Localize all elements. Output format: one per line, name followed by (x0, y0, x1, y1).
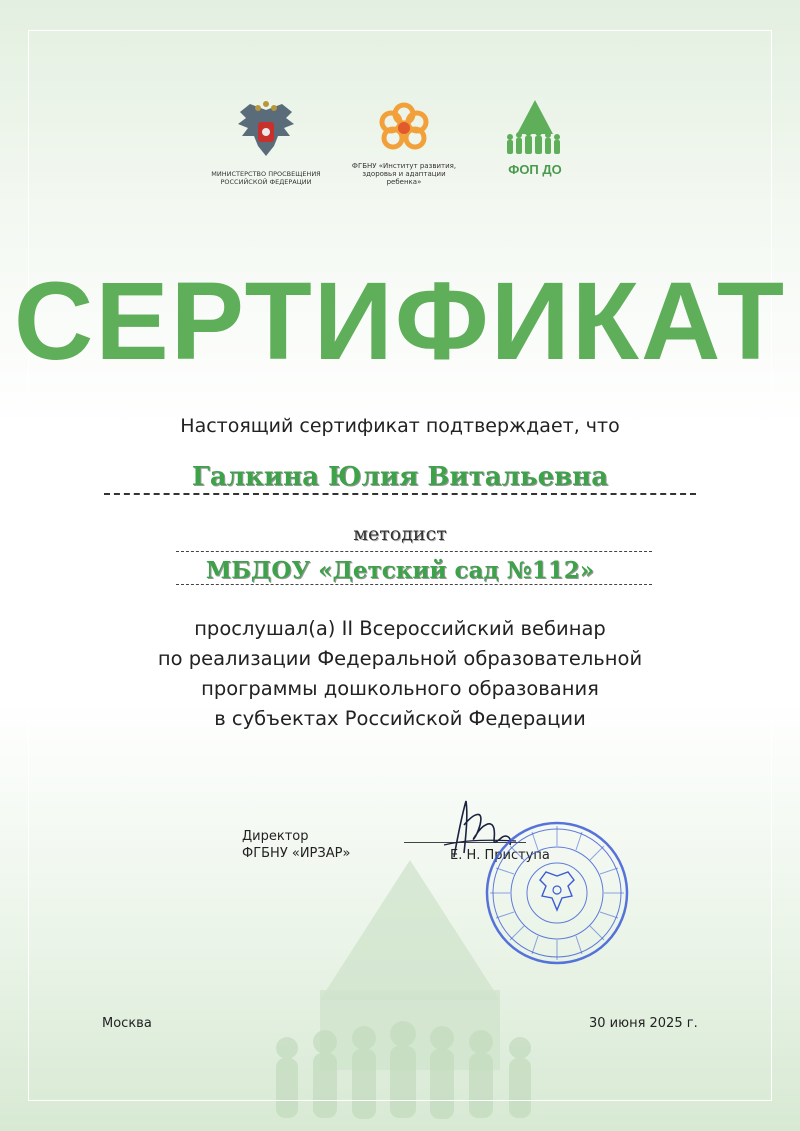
body-line-1: прослушал(а) II Всероссийский вебинар (194, 617, 606, 640)
ministry-caption-line2: РОССИЙСКОЙ ФЕДЕРАЦИИ (220, 178, 312, 186)
double-eagle-emblem-icon (236, 100, 296, 164)
fop-do-logo (500, 96, 570, 177)
name-underline (104, 493, 696, 495)
recipient-name: Галкина Юлия Витальевна (191, 462, 609, 492)
city-label: Москва (102, 1016, 152, 1031)
flower-emblem-icon (377, 100, 431, 156)
signer-name: Е. Н. Приступа (450, 848, 550, 863)
official-seal-stamp (482, 818, 632, 968)
director-title-line1: Директор (242, 829, 309, 844)
certificate-title: СЕРТИФИКАТ (13, 260, 787, 383)
confirm-text: Настоящий сертификат подтверждает, что (180, 415, 620, 437)
position-underline (176, 551, 652, 552)
institute-caption-line3: ребенка» (386, 178, 422, 186)
director-title-line2: ФГБНУ «ИРЗАР» (242, 846, 351, 861)
issue-date: 30 июня 2025 г. (589, 1016, 698, 1031)
fop-do-label: ФОП ДО (508, 162, 562, 177)
director-title (242, 828, 350, 862)
body-line-2: по реализации Федеральной образовательной (157, 647, 643, 670)
house-people-icon (505, 96, 565, 158)
institute-caption (340, 162, 468, 186)
institute-caption-line2: здоровья и адаптации (362, 170, 446, 178)
body-line-4: в субъектах Российской Федерации (214, 707, 586, 730)
institute-caption-line1: ФГБНУ «Институт развития, (351, 162, 457, 170)
ministry-caption (206, 170, 326, 186)
ministry-logo (206, 100, 326, 186)
body-line-3: программы дошкольного образования (201, 677, 599, 700)
organization-underline (176, 584, 652, 585)
recipient-position: методист (353, 523, 447, 545)
institute-logo (340, 100, 468, 186)
ministry-caption-line1: МИНИСТЕРСТВО ПРОСВЕЩЕНИЯ (211, 170, 321, 178)
organization-name: МБДОУ «Детский сад №112» (205, 557, 595, 584)
